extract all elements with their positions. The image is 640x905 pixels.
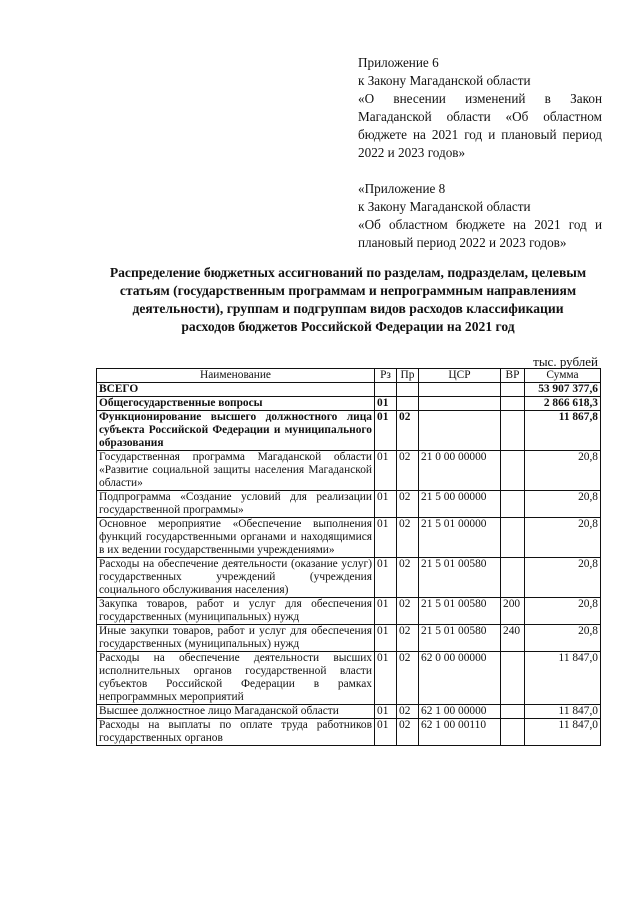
header-vr: ВР [501,369,525,383]
table-row [97,518,601,558]
cell-vr [501,719,525,746]
cell-name: Подпрограмма «Создание условий для реализации государственной программы» [97,491,375,518]
cell-sum: 20,8 [525,491,601,518]
cell-pr: 02 [397,652,419,705]
table-row [97,411,601,451]
header-pr: Пр [397,369,419,383]
cell-vr [501,491,525,518]
appendix-8-number: «Приложение 8 [358,181,446,196]
cell-sum: 53 907 377,6 [525,383,601,397]
cell-sum: 2 866 618,3 [525,397,601,411]
cell-sum: 11 847,0 [525,719,601,746]
cell-pr: 02 [397,491,419,518]
table-row [97,491,601,518]
appendix-6-law-ref: к Закону Магаданской области [358,73,531,88]
cell-csr [419,383,501,397]
cell-vr [501,411,525,451]
cell-rz: 01 [375,625,397,652]
cell-pr [397,383,419,397]
table-row [97,558,601,598]
header-rz: Рз [375,369,397,383]
cell-vr: 240 [501,625,525,652]
cell-vr [501,383,525,397]
cell-pr: 02 [397,705,419,719]
cell-sum: 20,8 [525,558,601,598]
table-header-row [97,369,601,383]
cell-sum: 20,8 [525,598,601,625]
table-row [97,383,601,397]
cell-pr: 02 [397,411,419,451]
header-sum: Сумма [525,369,601,383]
cell-sum: 11 847,0 [525,652,601,705]
cell-vr [501,558,525,598]
appendix-8-law-title: «Об областном бюджете на 2021 год и плановый период 2022 и 2023 годов» [358,217,602,250]
cell-csr [419,397,501,411]
cell-csr: 21 0 00 00000 [419,451,501,491]
cell-sum: 11 847,0 [525,705,601,719]
table-row [97,451,601,491]
cell-csr: 21 5 01 00580 [419,598,501,625]
unit-label: тыс. рублей [533,354,598,369]
appendix-6-number: Приложение 6 [358,55,439,70]
cell-csr: 62 0 00 00000 [419,652,501,705]
cell-vr [501,705,525,719]
cell-rz: 01 [375,705,397,719]
table-row [97,719,601,746]
cell-pr: 02 [397,518,419,558]
cell-rz: 01 [375,518,397,558]
header-csr: ЦСР [419,369,501,383]
table-row [97,625,601,652]
cell-pr: 02 [397,719,419,746]
cell-sum: 20,8 [525,451,601,491]
cell-rz: 01 [375,719,397,746]
cell-rz: 01 [375,652,397,705]
budget-table [96,368,601,746]
cell-vr [501,652,525,705]
table-row [97,598,601,625]
cell-name: Закупка товаров, работ и услуг для обеспечения государственных (муниципальных) нужд [97,598,375,625]
cell-vr [501,397,525,411]
cell-csr: 21 5 01 00580 [419,558,501,598]
cell-rz: 01 [375,411,397,451]
table-row [97,652,601,705]
cell-rz: 01 [375,558,397,598]
cell-pr: 02 [397,558,419,598]
cell-name: Иные закупки товаров, работ и услуг для обеспечения государственных (муниципальных) нужд [97,625,375,652]
cell-csr: 21 5 01 00000 [419,518,501,558]
cell-sum: 11 867,8 [525,411,601,451]
appendix-6-law-title: «О внесении изменений в Закон Магаданской области «Об областном бюджете на 2021 год и плановый период 2022 и 2023 годов» [358,91,602,160]
appendix-8-law-ref: к Закону Магаданской области [358,199,531,214]
appendix-8-header [358,180,602,252]
cell-vr [501,451,525,491]
cell-name: ВСЕГО [97,383,375,397]
cell-sum: 20,8 [525,518,601,558]
cell-name: Расходы на обеспечение деятельности высших исполнительных органов государственной власти субъектов Российской Федерации в рамках непрограммных мероприятий [97,652,375,705]
document-title: Распределение бюджетных ассигнований по разделам, подразделам, целевым статьям (государственным программам и непрограммным направлениям деятельности), группам и подгруппам видов расходов классификации расходов бюджетов Российской Федерации на 2021 год [109,265,587,334]
cell-name: Основное мероприятие «Обеспечение выполнения функций государственными органами и находящимися в их ведении государственными учреждениями» [97,518,375,558]
cell-pr: 02 [397,451,419,491]
cell-pr: 02 [397,625,419,652]
cell-name: Высшее должностное лицо Магаданской области [97,705,375,719]
cell-csr: 21 5 01 00580 [419,625,501,652]
cell-name: Расходы на выплаты по оплате труда работников государственных органов [97,719,375,746]
cell-vr [501,518,525,558]
appendix-6-header [358,54,602,162]
cell-csr: 21 5 00 00000 [419,491,501,518]
table-row [97,705,601,719]
cell-sum: 20,8 [525,625,601,652]
cell-name: Расходы на обеспечение деятельности (оказание услуг) государственных учреждений (учреждения социального обслуживания населения) [97,558,375,598]
cell-rz: 01 [375,397,397,411]
table-row [97,397,601,411]
cell-name: Функционирование высшего должностного лица субъекта Российской Федерации и муниципального образования [97,411,375,451]
cell-name: Общегосударственные вопросы [97,397,375,411]
cell-name: Государственная программа Магаданской области «Развитие социальной защиты населения Магаданской области» [97,451,375,491]
cell-vr: 200 [501,598,525,625]
cell-rz: 01 [375,598,397,625]
cell-rz: 01 [375,491,397,518]
cell-csr: 62 1 00 00110 [419,719,501,746]
cell-csr [419,411,501,451]
cell-rz [375,383,397,397]
cell-pr: 02 [397,598,419,625]
cell-rz: 01 [375,451,397,491]
cell-pr [397,397,419,411]
cell-csr: 62 1 00 00000 [419,705,501,719]
header-name: Наименование [97,369,375,383]
